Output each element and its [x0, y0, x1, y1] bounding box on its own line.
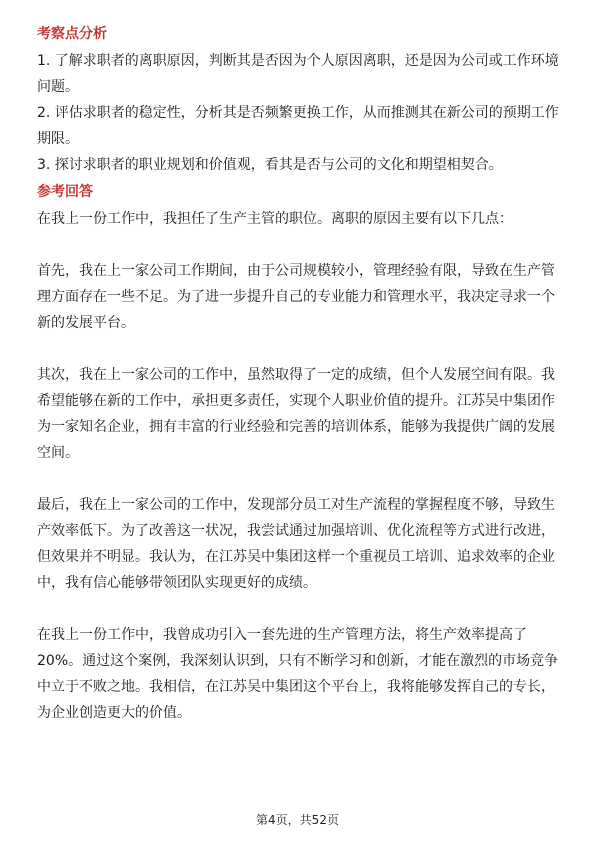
- analysis-item-2: 2. 评估求职者的稳定性，分析其是否频繁更换工作，从而推测其在新公司的预期工作期限。: [37, 105, 559, 147]
- answer-paragraph-4: 在我上一份工作中，我曾成功引入一套先进的生产管理方法，将生产效率提高了20%。通过这个案例，我深刻认识到，只有不断学习和创新，才能在激烈的市场竞争中立于不败之地。我相信，在江苏吴中集团这个平台上，我将能够发挥自己的专长，为企业创造更大的价值。: [37, 627, 559, 721]
- page-content: [37, 22, 559, 726]
- analysis-item-3: 3. 探讨求职者的职业规划和价值观，看其是否与公司的文化和期望相契合。: [37, 157, 503, 173]
- answer-paragraph-2: 其次，我在上一家公司的工作中，虽然取得了一定的成绩，但个人发展空间有限。我希望能够在新的工作中，承担更多责任，实现个人职业价值的提升。江苏吴中集团作为一家知名企业，拥有丰富的行业经验和完善的培训体系，能够为我提供广阔的发展空间。: [37, 367, 555, 461]
- analysis-item-1: 1. 了解求职者的离职原因，判断其是否因为个人原因离职，还是因为公司或工作环境问题。: [37, 53, 559, 95]
- answer-paragraph-1: 首先，我在上一家公司工作期间，由于公司规模较小，管理经验有限，导致在生产管理方面存在一些不足。为了进一步提升自己的专业能力和管理水平，我决定寻求一个新的发展平台。: [37, 263, 555, 331]
- answer-intro: 在我上一份工作中，我担任了生产主管的职位。离职的原因主要有以下几点：: [37, 211, 513, 227]
- section-heading-analysis: 考察点分析: [37, 26, 107, 42]
- answer-paragraph-3: 最后，我在上一家公司的工作中，发现部分员工对生产流程的掌握程度不够，导致生产效率低下。为了改善这一状况，我尝试通过加强培训、优化流程等方式进行改进，但效果并不明显。我认为，在江苏吴中集团这样一个重视员工培训、追求效率的企业中，我有信心能够带领团队实现更好的成绩。: [37, 497, 555, 591]
- page-number-footer: 第4页，共52页: [256, 813, 339, 827]
- section-heading-answer: 参考回答: [37, 184, 93, 200]
